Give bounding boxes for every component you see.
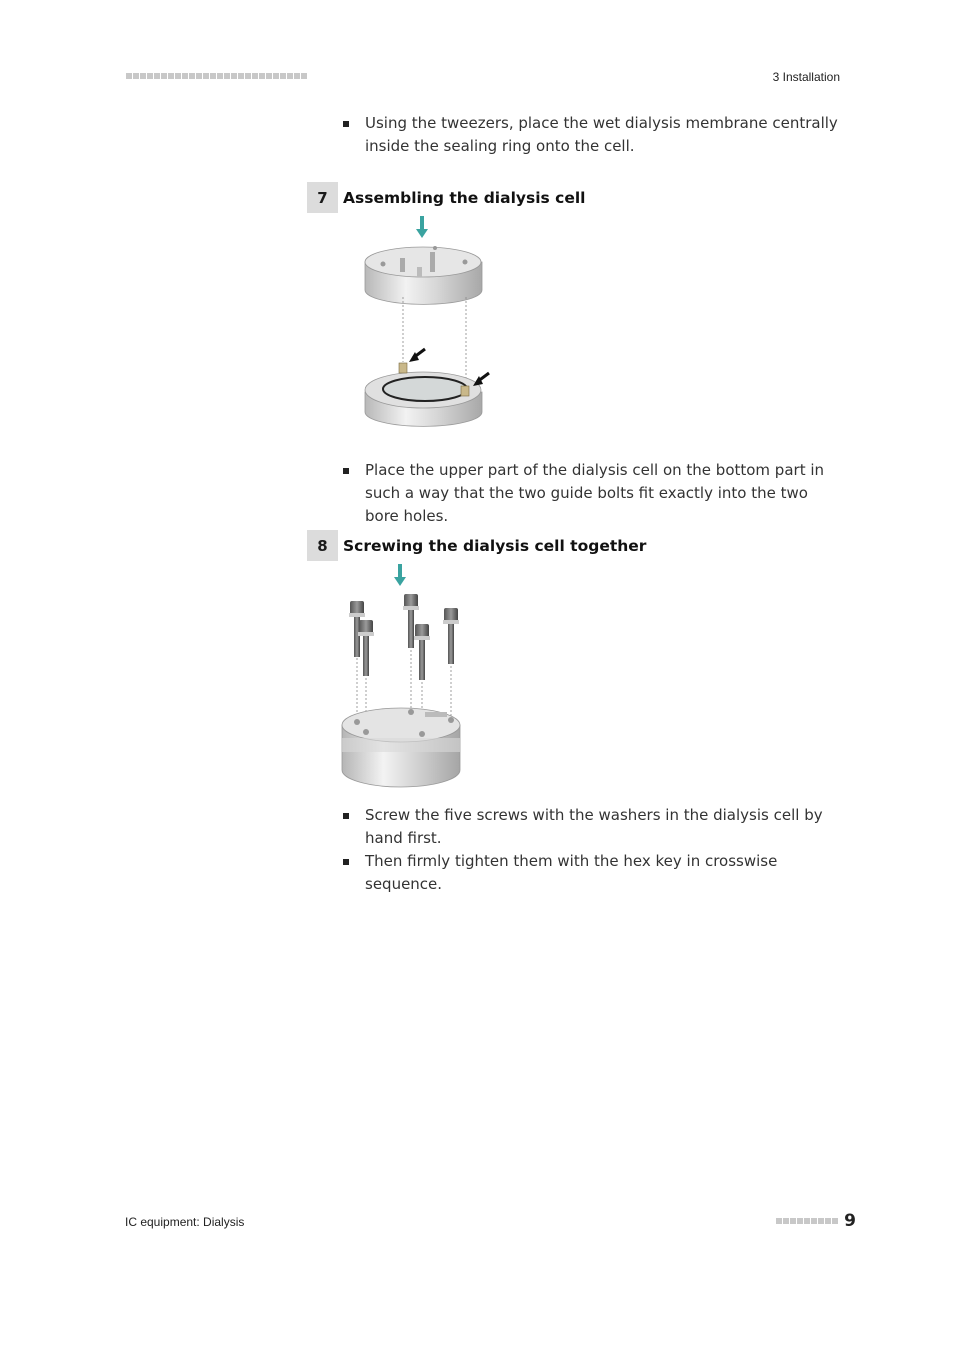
- step-title: Assembling the dialysis cell: [343, 188, 586, 207]
- screws-assembly-illustration: [335, 560, 470, 795]
- section-label: 3 Installation: [772, 70, 840, 84]
- list-item: Using the tweezers, place the wet dialysis membrane centrally inside the sealing ring onto the cell.: [343, 112, 843, 158]
- step-8-bullet-list: [343, 804, 843, 896]
- step-title: Screwing the dialysis cell together: [343, 536, 647, 555]
- pointer-arrow-icon: [409, 349, 425, 362]
- arrow-down-icon: [416, 216, 428, 238]
- document-title: IC equipment: Dialysis: [125, 1215, 245, 1229]
- footer-decoration: [776, 1218, 838, 1224]
- page-number-block: [776, 1211, 856, 1231]
- step-7-bullet-list: [343, 459, 843, 528]
- step-7-heading: [307, 182, 585, 213]
- screw: [358, 620, 374, 676]
- page-number: 9: [844, 1211, 856, 1231]
- dialysis-cell-assembly-illustration: [355, 212, 495, 434]
- screw: [414, 624, 430, 680]
- step-8-heading: [307, 530, 646, 561]
- intro-bullet-list: [343, 112, 843, 158]
- step-number: 7: [307, 182, 338, 213]
- step-number: 8: [307, 530, 338, 561]
- list-item: Then firmly tighten them with the hex key in crosswise sequence.: [343, 850, 843, 896]
- screw: [443, 608, 459, 664]
- header-decoration: [126, 73, 307, 79]
- pointer-arrow-icon: [473, 373, 489, 386]
- arrow-down-icon: [394, 564, 406, 586]
- list-item: Place the upper part of the dialysis cell on the bottom part in such a way that the two guide bolts fit exactly into the two bore holes.: [343, 459, 843, 528]
- list-item: Screw the five screws with the washers in the dialysis cell by hand first.: [343, 804, 843, 850]
